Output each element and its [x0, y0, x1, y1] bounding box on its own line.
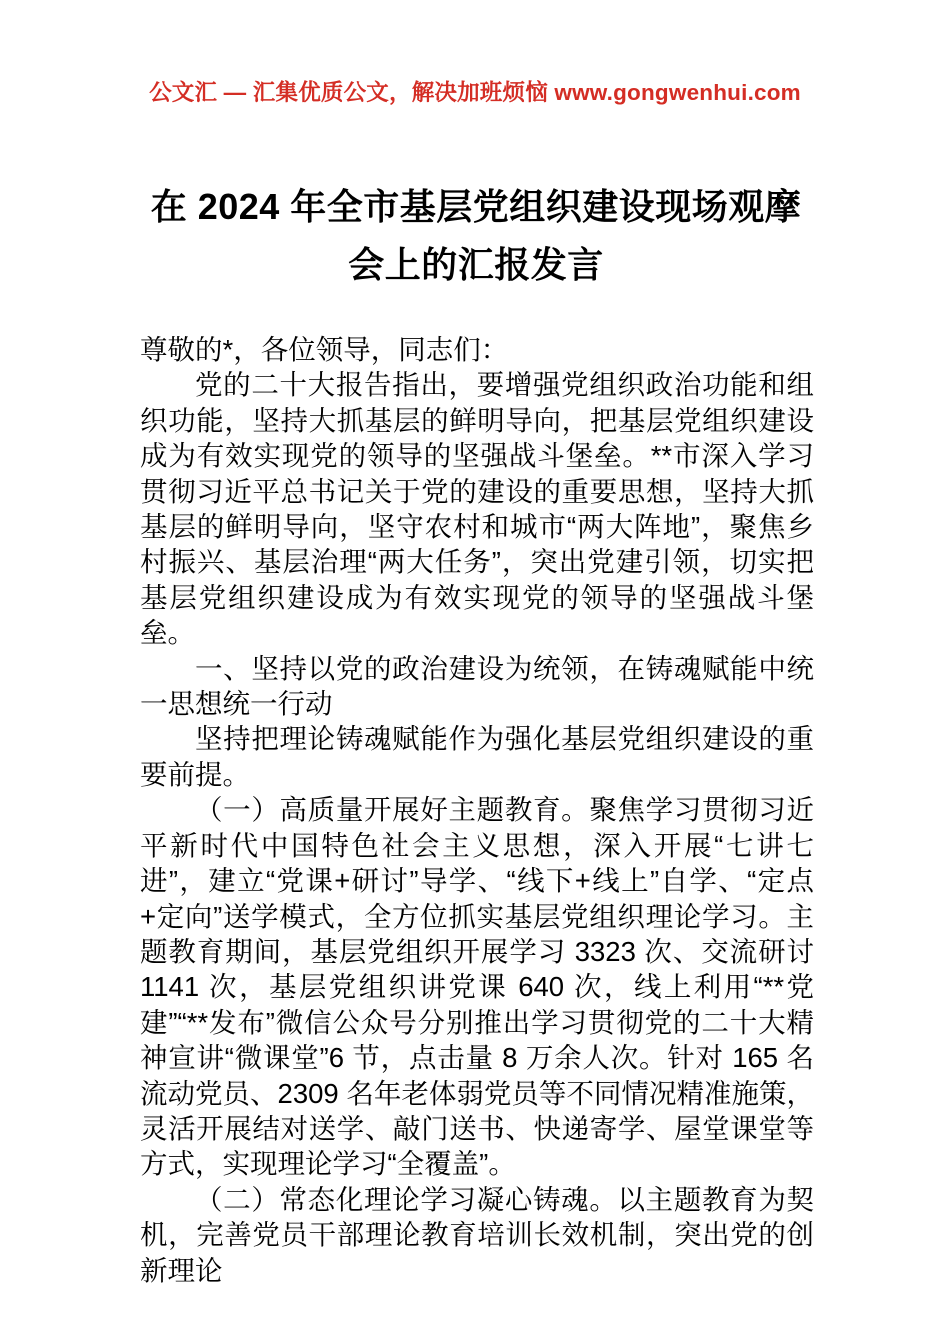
- watermark-url-text: www.gongwenhui.com: [554, 80, 801, 105]
- paragraph-subsection-one: （一）高质量开展好主题教育。聚焦学习贯彻习近平新时代中国特色社会主义思想，深入开展“七讲七进”，建立“党课+研讨”导学、“线下+线上”自学、“定点+定向”送学模式，全方位抓实基层党组织理论学习。主题教育期间，基层党组织开展学习 3323 次、交流研讨 1141 次，基层党组织讲党课 640 次，线上利用“**党建”“**发布”微信公众号分别推出学习贯彻党的二十大精神宣讲“微课堂”6 节，点击量 8 万余人次。针对 165 名流动党员、2309 名年老体弱党员等不同情况精准施策，灵活开展结对送学、敲门送书、快递寄学、屋堂课堂等方式，实现理论学习“全覆盖”。: [140, 794, 814, 1180]
- paragraph-section-one-lead: 坚持把理论铸魂赋能作为强化基层党组织建设的重要前提。: [140, 723, 814, 790]
- watermark-chinese-text: 公文汇 — 汇集优质公文，解决加班烦恼: [149, 80, 555, 105]
- site-watermark: [0, 78, 950, 108]
- paragraph-subsection-two: （二）常态化理论学习凝心铸魂。以主题教育为契机，完善党员干部理论教育培训长效机制，突出党的创新理论: [140, 1183, 814, 1286]
- paragraph-salutation: 尊敬的*，各位领导，同志们：: [140, 334, 509, 365]
- paragraph-section-one-heading: 一、坚持以党的政治建设为统领，在铸魂赋能中统一思想统一行动: [140, 652, 814, 720]
- document-body: [140, 332, 814, 1288]
- paragraph-opening: 党的二十大报告指出，要增强党组织政治功能和组织功能，坚持大抓基层的鲜明导向，把基层党组织建设成为有效实现党的领导的坚强战斗堡垒。**市深入学习贯彻习近平总书记关于党的建设的重要思想，坚持大抓基层的鲜明导向，坚守农村和城市“两大阵地”，聚焦乡村振兴、基层治理“两大任务”，突出党建引领，切实把基层党组织建设成为有效实现党的领导的坚强战斗堡垒。: [140, 369, 814, 649]
- page-title: 在 2024 年全市基层党组织建设现场观摩会上的汇报发言: [150, 186, 802, 285]
